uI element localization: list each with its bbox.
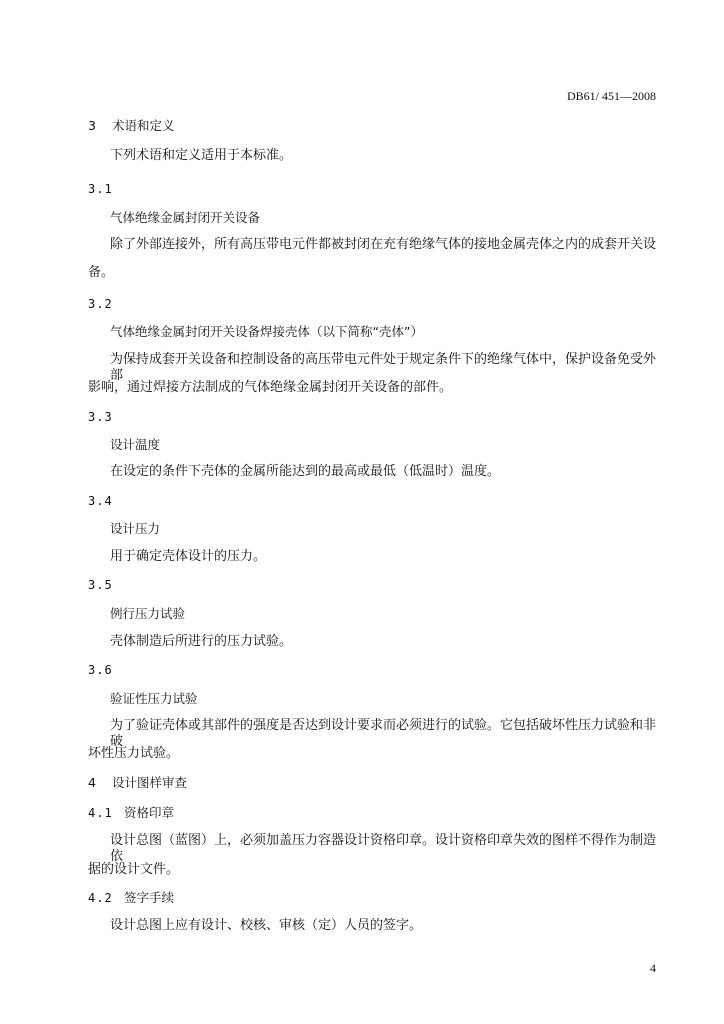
clause-3-1-definition-line1: 除了外部连接外，所有高压带电元件都被封闭在充有绝缘气体的接地金属壳体之内的成套开关设: [110, 237, 657, 252]
clause-3-5-definition: 壳体制造后所进行的压力试验。: [110, 634, 293, 649]
clause-3-5-number: 3.5: [88, 578, 113, 592]
clause-3-4-definition: 用于确定壳体设计的压力。: [110, 549, 267, 564]
clause-3-3-definition: 在设定的条件下壳体的金属所能达到的最高或最低（低温时）温度。: [110, 464, 501, 479]
clause-3-4-number: 3.4: [88, 494, 113, 508]
clause-3-6-definition-line2: 坏性压力试验。: [88, 746, 180, 761]
clause-3-1-term: 气体绝缘金属封闭开关设备: [110, 210, 261, 225]
clause-3-2-number: 3.2: [88, 297, 113, 311]
clause-3-1-definition-line2: 备。: [88, 265, 115, 280]
section-3-intro: 下列术语和定义适用于本标准。: [110, 148, 293, 163]
section-4-heading: [88, 775, 187, 791]
subsection-4-1-title: 资格印章: [124, 805, 175, 820]
section-3-title: 术语和定义: [112, 118, 175, 133]
clause-3-6-number: 3.6: [88, 663, 113, 677]
clause-3-4-term: 设计压力: [110, 521, 161, 536]
clause-3-6-term: 验证性压力试验: [110, 691, 198, 706]
subsection-4-1-body-line1: 设计总图（蓝图）上，必须加盖压力容器设计资格印章。设计资格印章失效的图样不得作为制造依: [110, 833, 657, 864]
subsection-4-2-body: 设计总图上应有设计、校核、审核（定）人员的签字。: [110, 918, 423, 933]
section-4-title: 设计图样审查: [112, 775, 188, 790]
section-4-number: 4: [88, 775, 96, 790]
clause-3-3-number: 3.3: [88, 410, 113, 424]
subsection-4-2-number: 4.2: [88, 891, 113, 905]
subsection-4-2-heading: [88, 890, 174, 906]
clause-3-2-definition-line1: 为保持成套开关设备和控制设备的高压带电元件处于规定条件下的绝缘气体中，保护设备免受外部: [110, 352, 657, 383]
clause-3-1-number: 3.1: [88, 182, 113, 196]
subsection-4-1-heading: [88, 805, 174, 821]
clause-3-6-definition-line1: 为了验证壳体或其部件的强度是否达到设计要求而必须进行的试验。它包括破坏性压力试验和非破: [110, 718, 657, 749]
clause-3-2-term: 气体绝缘金属封闭开关设备焊接壳体（以下简称“壳体”）: [110, 324, 423, 339]
subsection-4-1-number: 4.1: [88, 806, 113, 820]
section-3-number: 3: [88, 118, 96, 133]
clause-3-3-term: 设计温度: [110, 437, 161, 452]
document-code: DB61/ 451—2008: [566, 89, 656, 103]
subsection-4-1-body-line2: 据的设计文件。: [88, 862, 180, 877]
clause-3-5-term: 例行压力试验: [110, 606, 186, 621]
page-number: 4: [650, 961, 656, 975]
clause-3-2-definition-line2: 影响，通过焊接方法制成的气体绝缘金属封闭开关设备的部件。: [88, 380, 453, 395]
section-3-heading: [88, 118, 175, 134]
subsection-4-2-title: 签字手续: [124, 890, 175, 905]
